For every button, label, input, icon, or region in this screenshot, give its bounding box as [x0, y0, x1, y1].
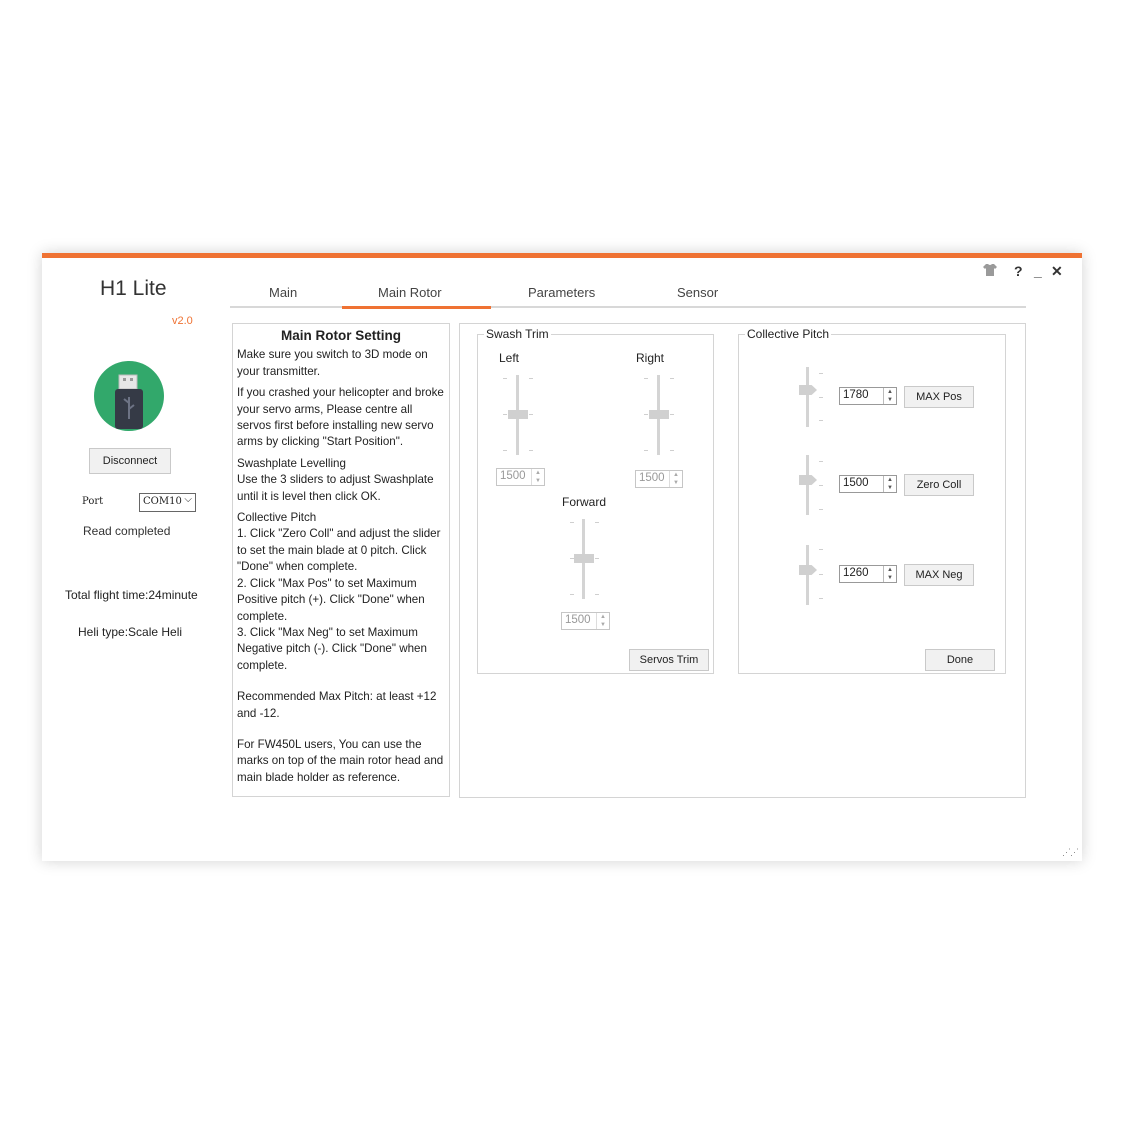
- tick: [644, 378, 648, 379]
- tick: [503, 414, 507, 415]
- usb-device-icon: [94, 361, 164, 431]
- instruction-text: 1. Click "Zero Coll" and adjust the slider to set the main blade at 0 pitch. Click "Done" when complete.: [237, 527, 441, 574]
- disconnect-button[interactable]: Disconnect: [89, 448, 171, 474]
- forward-value: 1500: [565, 614, 591, 626]
- collective-pitch-group: [738, 327, 1006, 674]
- right-value: 1500: [639, 472, 665, 484]
- tick: [670, 414, 674, 415]
- app-title: H1 Lite: [100, 277, 167, 300]
- swash-trim-group: [477, 327, 714, 674]
- tick: [819, 598, 823, 599]
- shirt-icon[interactable]: [982, 263, 998, 280]
- forward-value-input[interactable]: [561, 612, 610, 630]
- tick: [819, 461, 823, 462]
- tick: [819, 485, 823, 486]
- instruction-text: If you crashed your helicopter and broke your servo arms, Please centre all servos first before installing new servo arms by clicking "Start Position".: [237, 386, 444, 449]
- zero-coll-slider-track: [806, 455, 809, 515]
- right-slider-thumb[interactable]: [649, 410, 669, 419]
- max-pos-slider-track: [806, 367, 809, 427]
- spin-arrows-icon[interactable]: ▲ ▼: [883, 388, 896, 404]
- tick: [670, 378, 674, 379]
- zero-coll-button[interactable]: Zero Coll: [904, 474, 974, 496]
- active-tab-indicator: [342, 306, 491, 309]
- title-accent-bar: [42, 253, 1082, 258]
- resize-grip-icon[interactable]: ⋰⋰: [1062, 847, 1078, 857]
- max-neg-value: 1260: [843, 567, 869, 579]
- spin-arrows-icon[interactable]: ▲ ▼: [669, 471, 682, 487]
- tick: [595, 558, 599, 559]
- tick: [595, 522, 599, 523]
- help-icon[interactable]: ?: [1014, 263, 1023, 279]
- port-label: Port: [82, 496, 104, 507]
- max-pos-input[interactable]: [839, 387, 897, 405]
- instruction-text: For FW450L users, You can use the marks on top of the main rotor head and main blade holder as reference.: [237, 737, 444, 784]
- instruction-heading: Swashplate Levelling: [237, 456, 346, 470]
- forward-label: Forward: [562, 495, 607, 509]
- tick: [644, 414, 648, 415]
- tick: [503, 450, 507, 451]
- spin-arrows-icon[interactable]: ▲ ▼: [883, 566, 896, 582]
- tab-parameters[interactable]: Parameters: [528, 285, 596, 300]
- max-pos-button[interactable]: MAX Pos: [904, 386, 974, 408]
- minimize-icon[interactable]: _: [1034, 263, 1042, 279]
- done-button[interactable]: Done: [925, 649, 995, 671]
- left-value-input[interactable]: [496, 468, 545, 486]
- heli-type: Heli type:Scale Heli: [78, 625, 183, 639]
- port-value: COM10: [143, 496, 182, 507]
- instructions-panel: [232, 323, 450, 797]
- spin-arrows-icon[interactable]: ▲ ▼: [531, 469, 544, 485]
- instruction-text: 2. Click "Max Pos" to set Maximum Positive pitch (+). Click "Done" when complete.: [237, 576, 425, 623]
- tick: [819, 574, 823, 575]
- instructions-title: Main Rotor Setting: [281, 328, 401, 343]
- spin-arrows-icon[interactable]: ▲ ▼: [883, 476, 896, 492]
- instruction-text: Use the 3 sliders to adjust Swashplate until it is level then click OK.: [237, 473, 434, 503]
- right-value-input[interactable]: [635, 470, 683, 488]
- app-version: v2.0: [172, 315, 193, 327]
- close-icon[interactable]: ✕: [1051, 263, 1063, 279]
- left-slider-thumb[interactable]: [508, 410, 528, 419]
- tab-sensor[interactable]: Sensor: [677, 285, 719, 300]
- zero-coll-input[interactable]: [839, 475, 897, 493]
- tick: [529, 378, 533, 379]
- max-pos-slider-thumb[interactable]: [799, 385, 817, 395]
- right-label: Right: [636, 351, 665, 365]
- status-text: Read completed: [83, 524, 171, 538]
- instruction-text: Make sure you switch to 3D mode on your transmitter.: [237, 348, 428, 378]
- left-label: Left: [499, 351, 520, 365]
- max-pos-value: 1780: [843, 389, 869, 401]
- max-neg-slider-track: [806, 545, 809, 605]
- instruction-text: Recommended Max Pitch: at least +12 and -12.: [237, 690, 437, 720]
- collective-pitch-legend: Collective Pitch: [747, 327, 830, 341]
- instruction-heading: Collective Pitch: [237, 511, 317, 525]
- servos-trim-button[interactable]: Servos Trim: [629, 649, 709, 671]
- tick: [529, 414, 533, 415]
- zero-coll-slider-thumb[interactable]: [799, 475, 817, 485]
- instruction-text: 3. Click "Max Neg" to set Maximum Negative pitch (-). Click "Done" when complete.: [237, 625, 427, 672]
- chevron-down-icon: ⌵: [184, 494, 192, 505]
- tick: [819, 420, 823, 421]
- tab-main[interactable]: Main: [269, 285, 298, 300]
- tick: [503, 378, 507, 379]
- tick: [595, 594, 599, 595]
- tick: [570, 522, 574, 523]
- app-window: [42, 253, 1082, 861]
- tab-main-rotor[interactable]: Main Rotor: [378, 285, 442, 300]
- forward-slider-thumb[interactable]: [574, 554, 594, 563]
- max-neg-slider-thumb[interactable]: [799, 565, 817, 575]
- flight-time: Total flight time:24minute: [65, 588, 198, 602]
- spin-arrows-icon[interactable]: ▲ ▼: [596, 613, 609, 629]
- tick: [529, 450, 533, 451]
- tick: [570, 594, 574, 595]
- tick: [819, 373, 823, 374]
- max-neg-input[interactable]: [839, 565, 897, 583]
- max-neg-button[interactable]: MAX Neg: [904, 564, 974, 586]
- left-value: 1500: [500, 470, 526, 482]
- tick: [819, 549, 823, 550]
- settings-panel: [459, 323, 1026, 798]
- zero-coll-value: 1500: [843, 477, 869, 489]
- tick: [819, 509, 823, 510]
- swash-trim-legend: Swash Trim: [486, 327, 549, 341]
- port-select[interactable]: [139, 493, 196, 512]
- tick: [819, 397, 823, 398]
- tick: [670, 450, 674, 451]
- tick: [644, 450, 648, 451]
